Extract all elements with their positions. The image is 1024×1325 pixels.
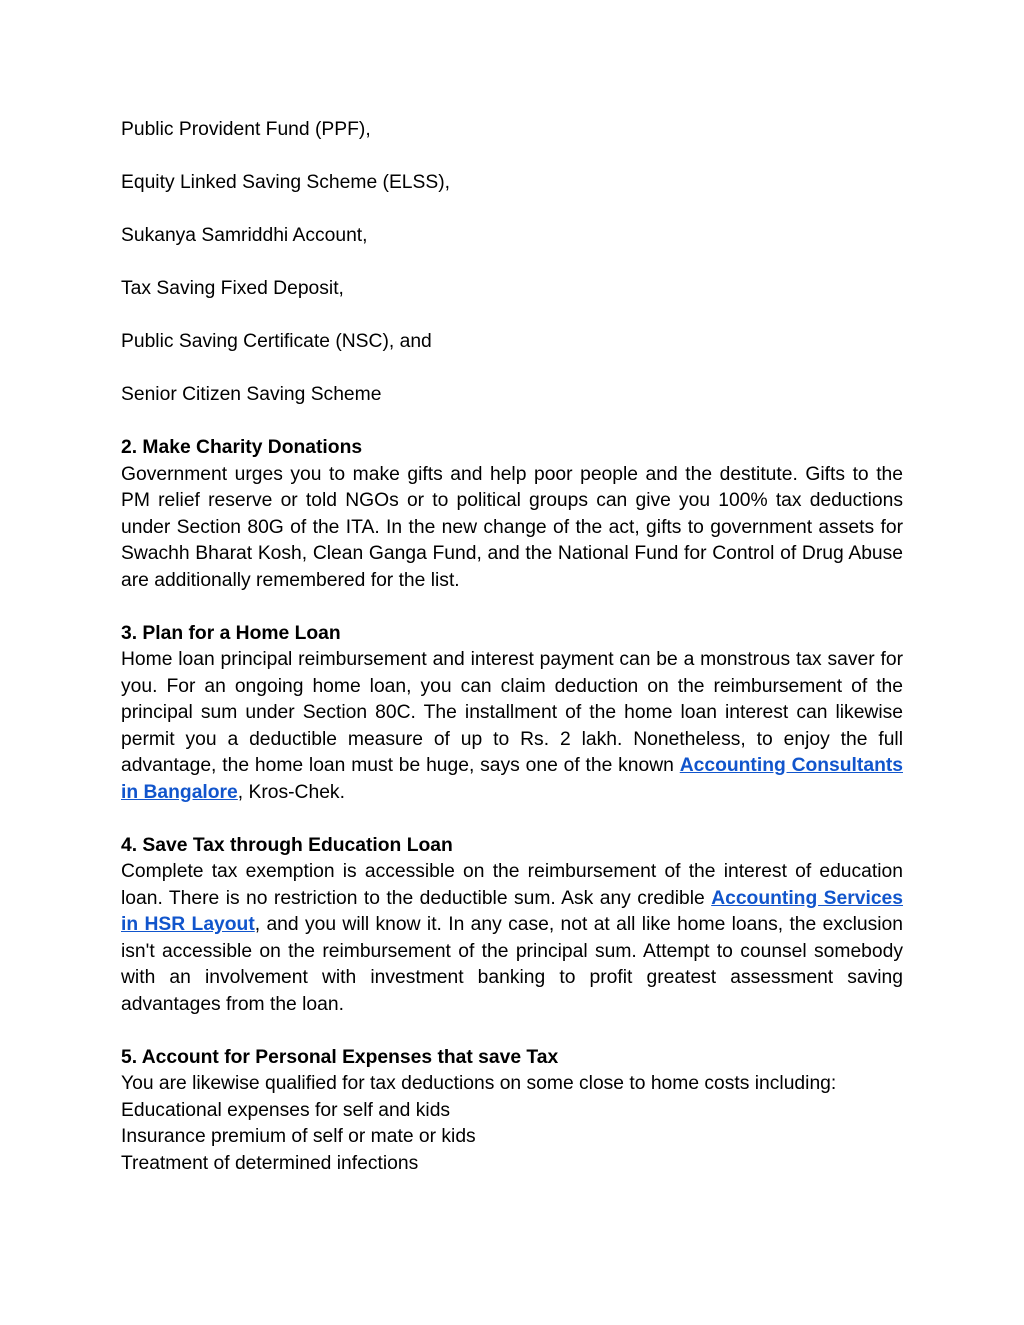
investment-item-nsc: Public Saving Certificate (NSC), and [121,331,432,352]
section-heading: 3. Plan for a Home Loan [121,622,341,644]
investment-item-ppf: Public Provident Fund (PPF), [121,119,371,140]
expense-item: Educational expenses for self and kids [121,1099,451,1121]
section-heading: 2. Make Charity Donations [121,437,363,458]
section-heading: 4. Save Tax through Education Loan [121,834,453,856]
investment-item-fixed-deposit: Tax Saving Fixed Deposit, [121,278,344,299]
section-intro: You are likewise qualified for tax deductions on some close to home costs including: [121,1073,837,1094]
investment-item-elss: Equity Linked Saving Scheme (ELSS), [121,172,451,193]
section-heading: 5. Account for Personal Expenses that save Tax [121,1046,559,1068]
section-body: Government urges you to make gifts and help poor people and the destitute. Gifts to the PM relief reserve or told NGOs or to political groups can give you 100% tax deductions under Section 80G of the ITA. In the new change of the act, gifts to government assets for Swachh Bharat Kosh, Clean Ganga Fund, and the National Fund for Control of Drug Abuse are additionally remembered for the list. [121,463,903,591]
body-text: Home loan principal reimbursement and interest payment can be a monstrous tax saver for you. For an ongoing home loan, you can claim deduction on the reimbursement of the principal sum under Section 80C. The installment of the home loan interest can likewise permit you a deductible measure of up to Rs. 2 lakh. Nonetheless, to enjoy the full advantage, the home loan must be huge, says one of the known [121,649,903,776]
body-text: , and you will know it. In any case, not at all like home loans, the exclusion isn't accessible on the reimbursement of the principal sum. Attempt to counsel somebody with an involvement with investment banking to profit greatest assessment saving advantages from the loan. [121,914,903,1015]
accounting-consultants-link[interactable]: Accounting Consultants in Bangalore [121,755,903,803]
body-text: , Kros-Chek. [237,781,345,803]
accounting-services-link[interactable]: Accounting Services in HSR Layout [121,887,903,935]
section-education-loan [121,833,903,1019]
section-charity-donations [121,435,903,594]
body-text: Complete tax exemption is accessible on the reimbursement of the interest of education loan. There is no restriction to the deductible sum. Ask any credible [121,861,903,909]
investment-item-sukanya: Sukanya Samriddhi Account, [121,225,368,246]
expense-item: Treatment of determined infections [121,1152,419,1174]
expense-item: Insurance premium of self or mate or kids [121,1126,476,1147]
section-body [121,647,903,806]
section-body [121,859,903,1018]
document-page [121,117,903,1204]
investment-item-senior-citizen: Senior Citizen Saving Scheme [121,384,382,405]
section-home-loan [121,621,903,807]
section-personal-expenses [121,1045,903,1178]
